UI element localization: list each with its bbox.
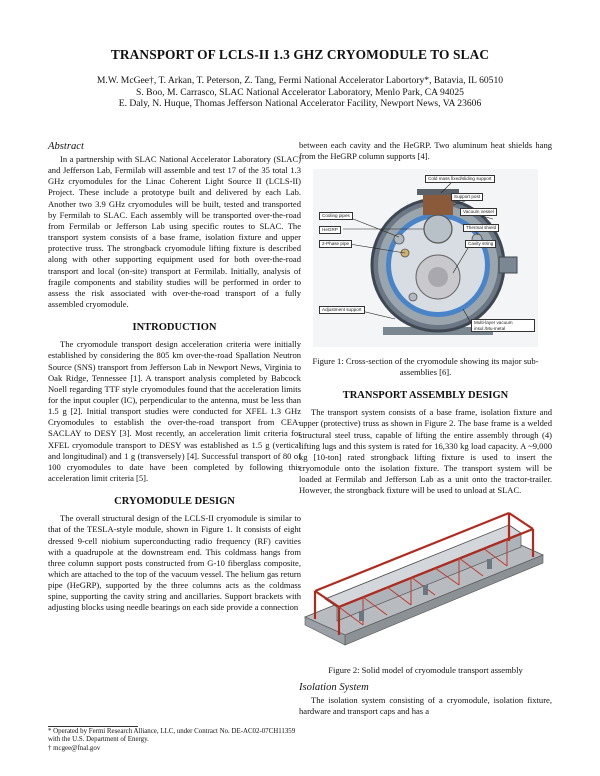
label-hegrp: HeGRP: [319, 226, 341, 234]
figure-2-transport-model: [303, 507, 549, 649]
author-line-jlab: E. Daly, N. Huque, Thomas Jefferson National Accelerator Facility, Newport News, VA 23606: [118, 98, 482, 110]
isolation-system-text: The isolation system consisting of a cryomodule, isolation fixture, hardware and transport caps and has a: [299, 694, 552, 716]
left-column: [48, 140, 301, 614]
abstract-heading: Abstract: [48, 141, 84, 152]
label-mu-metal: Multi-layer vacuum insul./Mu-metal: [471, 319, 535, 332]
label-cold-mass-support: Cold mass fixed/sliding support: [425, 175, 495, 183]
figure-1-caption: Figure 1: Cross-section of the cryomodule showing its major sub-assemblies [6].: [312, 356, 539, 378]
label-vacuum-vessel: Vacuum vessel: [460, 208, 497, 216]
footnote-divider: [48, 726, 138, 727]
label-thermal-shield: Thermal shield: [463, 224, 499, 232]
abstract-text: In a partnership with SLAC National Accelerator Laboratory (SLAC) and Jefferson Lab, Fermilab will assemble and test 17 of the 35 total 1.3 GHz cryomodules for the Linac Coherent Light Source II (LCLS-II) Project. These include a prototype built and delivered by each Lab. Another two 3.9 GHz cryomodules will be built, tested and transported by Fermilab to SLAC. Each assembly will be transported over-the-road from Fermilab or Jefferson Lab using specific routes to SLAC. The transport system consists of a base frame, isolation fixture and upper protective truss. The strongback cryomodule lifting fixture is described along with other supporting equipment used for both over-the-road transport and local (on-site) transport at Fermilab. Initially, analysis of fragile components and stability studies will be performed in order to assess the risk associated with over-the-road transport of a fully assembled cryomodule.: [48, 154, 301, 310]
introduction-heading: INTRODUCTION: [132, 322, 217, 334]
label-cavity-string: Cavity string: [465, 240, 496, 248]
support-post-shape: [423, 193, 453, 215]
introduction-text: The cryomodule transport design acceleration criteria were initially established by considering the 805 km over-the-road Spallation Neutron Source (SNS) transport from Jefferson Lab in Newport News, Virginia to Oak Ridge, Tennessee [1]. A transport analysis completed by Babcock Noell regarding TTF style cryomodules found that the acceleration limits for the input coupler (IC), perpendicular to the antenna, must be less than 1.5 g [2]. Initial transport studies were conducted for XFEL 1.3 GHz Cryomodules to establish the over-the-road transport from CEA-SACLAY to DESY [3]. Most recently, an acceleration limit criteria for XFEL cryomodule transport to DESY was established as 1.5 g (vertical and longitudinal) and 1 g (transversely) [4]. Successful transport of 80 of 100 cryomodules to date have been completed by following this acceleration limit criteria [5].: [48, 339, 301, 484]
hegrp-shape: [424, 215, 452, 243]
right-column: [299, 140, 552, 717]
label-support-post: Support post: [451, 193, 483, 201]
figure-2-caption: Figure 2: Solid model of cryomodule transport assembly: [328, 664, 523, 675]
paper-title: TRANSPORT OF LCLS-II 1.3 GHZ CRYOMODULE TO SLAC: [110, 47, 490, 62]
continuation-text: between each cavity and the HeGRP. Two aluminum heat shields hang from the HeGRP column supports [4].: [299, 140, 552, 162]
author-line-slac: S. Boo, M. Carrasco, SLAC National Accelerator Laboratory, Menlo Park, CA 94025: [136, 86, 464, 98]
author-line-fermilab: M.W. McGee†, T. Arkan, T. Peterson, Z. Tang, Fermi National Accelerator Labortory*, Batavia, IL 60510: [96, 75, 504, 86]
cryomodule-design-heading: CRYOMODULE DESIGN: [114, 496, 235, 508]
footnote-email: † mcgee@fnal.gov: [48, 744, 101, 752]
footnotes: [48, 728, 308, 753]
transport-assembly-text: The transport system consists of a base frame, isolation fixture and upper (protective) truss as shown in Figure 2. The base frame is a welded structural steel truss, capable of lifting the entire assembly through (4) lifting lugs and this system is rated for 16,330 kg load capacity. A ~9,000 kg [10-ton] rated strongback lifting fixture is used to insert the cryomodule onto the isolation fixture. The transport system will be loaded at Fermilab and Jefferson Lab as a unit onto the tractor-trailer. However, the strongback fixture will be used to unload at SLAC.: [299, 407, 552, 496]
label-two-phase-pipe: 2-Phase pipe: [319, 240, 352, 248]
transport-assembly-heading: TRANSPORT ASSEMBLY DESIGN: [342, 390, 509, 402]
transport-model-drawing: [303, 507, 549, 649]
label-adjustment-support: Adjustment support: [319, 306, 365, 314]
figure-1-cross-section: [313, 169, 538, 347]
cryomodule-design-text: The overall structural design of the LCLS-II cryomodule is similar to that of the TESLA-style module, shown in Figure 1. It consists of eight dressed 9-cell niobium superconducting radio frequency (RF) cavities with a quadrupole at the downstream end. This coldmass hangs from three column support posts constructed from G-10 fiberglass composite, which are attached to the top of the vacuum vessel. The helium gas return pipe (HeGRP), supported by the three columns acts as the coldmass spine, supporting the cavity string and ancillaries. Support brackets with adjusting blocks using needle bearings on each side provide a connection: [48, 513, 301, 613]
isolation-system-heading: Isolation System: [299, 681, 369, 693]
footnote-funding: * Operated by Fermi Research Alliance, LLC, under Contract No. DE-AC02-07CH11359 with the U.S. Department of Energy.: [48, 728, 296, 744]
label-cooling-pipes: Cooling pipes: [319, 212, 353, 220]
author-block: [0, 75, 600, 110]
